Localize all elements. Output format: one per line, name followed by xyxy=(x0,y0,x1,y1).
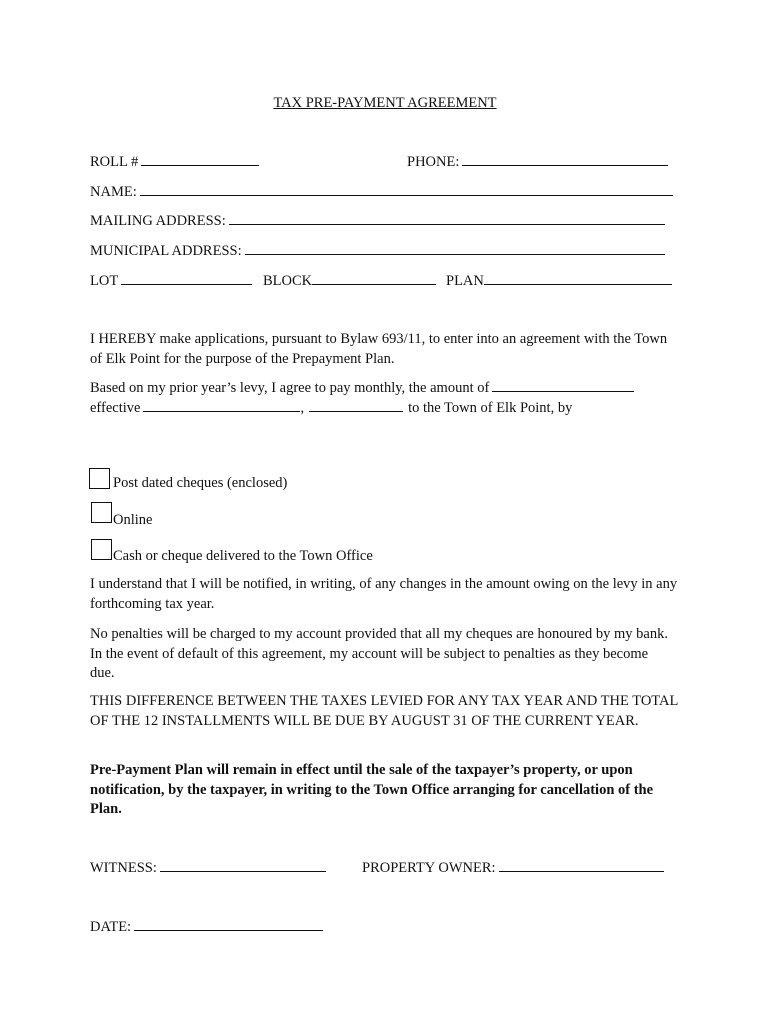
roll-label: ROLL # xyxy=(90,154,139,170)
online-checkbox[interactable] xyxy=(91,502,112,523)
levy-effective-line xyxy=(90,398,572,417)
name-label: NAME: xyxy=(90,184,137,200)
name-field xyxy=(90,182,673,201)
notify-paragraph: I understand that I will be notified, in writing, of any changes in the amount owing on the levy in any forthcoming tax year. xyxy=(90,576,678,612)
post-dated-cheques-label: Post dated cheques (enclosed) xyxy=(113,475,288,491)
witness-field xyxy=(90,858,326,877)
mailing-address-label: MAILING ADDRESS: xyxy=(90,213,226,229)
mailing-address-input[interactable] xyxy=(229,211,665,225)
plan-label: PLAN xyxy=(446,273,484,289)
levy-comma: , xyxy=(300,400,305,416)
date-label: DATE: xyxy=(90,919,132,935)
levy-to-text: to the Town of Elk Point, by xyxy=(408,400,573,416)
roll-input[interactable] xyxy=(141,152,259,166)
lot-label: LOT xyxy=(90,273,119,289)
phone-input[interactable] xyxy=(462,152,668,166)
property-owner-field xyxy=(362,858,664,877)
penalties-paragraph: No penalties will be charged to my account provided that all my cheques are honoured by my bank. In the event of default of this agreement, my account will be subject to penalties as they become due. xyxy=(90,626,668,681)
document-title: TAX PRE-PAYMENT AGREEMENT xyxy=(273,95,497,111)
date-field xyxy=(90,917,323,936)
phone-field xyxy=(407,152,668,171)
plan-input[interactable] xyxy=(484,271,672,285)
phone-label: PHONE: xyxy=(407,154,460,170)
block-label: BLOCK xyxy=(263,273,313,289)
levy-amount-line xyxy=(90,378,634,397)
date-input[interactable] xyxy=(134,917,323,931)
witness-input[interactable] xyxy=(160,858,326,872)
levy-amount-input[interactable] xyxy=(492,378,634,392)
levy-effective-text: effective xyxy=(90,400,141,416)
cash-or-cheque-checkbox[interactable] xyxy=(91,539,112,560)
block-field xyxy=(263,271,436,290)
difference-paragraph: THIS DIFFERENCE BETWEEN THE TAXES LEVIED FOR ANY TAX YEAR AND THE TOTAL OF THE 12 INSTALLMENTS WILL BE DUE BY AUGUST 31 OF THE CURRENT YEAR. xyxy=(90,693,678,729)
lot-input[interactable] xyxy=(121,271,252,285)
roll-field xyxy=(90,152,259,171)
municipal-address-field xyxy=(90,241,665,260)
remain-in-effect-paragraph: Pre-Payment Plan will remain in effect until the sale of the taxpayer’s property, or upon notification, by the taxpayer, in writing to the Town Office arranging for cancellation of the Plan. xyxy=(90,762,654,817)
municipal-address-input[interactable] xyxy=(245,241,665,255)
property-owner-label: PROPERTY OWNER: xyxy=(362,860,496,876)
effective-year-input[interactable] xyxy=(309,398,403,412)
block-input[interactable] xyxy=(312,271,436,285)
name-input[interactable] xyxy=(140,182,673,196)
witness-label: WITNESS: xyxy=(90,860,157,876)
lot-field xyxy=(90,271,252,290)
online-label: Online xyxy=(113,512,153,528)
cash-or-cheque-label: Cash or cheque delivered to the Town Office xyxy=(113,548,373,564)
municipal-address-label: MUNICIPAL ADDRESS: xyxy=(90,243,242,259)
levy-amount-text: Based on my prior year’s levy, I agree to pay monthly, the amount of xyxy=(90,380,490,396)
property-owner-input[interactable] xyxy=(499,858,664,872)
plan-field xyxy=(446,271,672,290)
mailing-address-field xyxy=(90,211,665,230)
effective-date-input[interactable] xyxy=(143,398,300,412)
post-dated-cheques-checkbox[interactable] xyxy=(89,468,110,489)
intro-paragraph: I HEREBY make applications, pursuant to Bylaw 693/11, to enter into an agreement with the Town of Elk Point for the purpose of the Prepayment Plan. xyxy=(90,331,668,367)
